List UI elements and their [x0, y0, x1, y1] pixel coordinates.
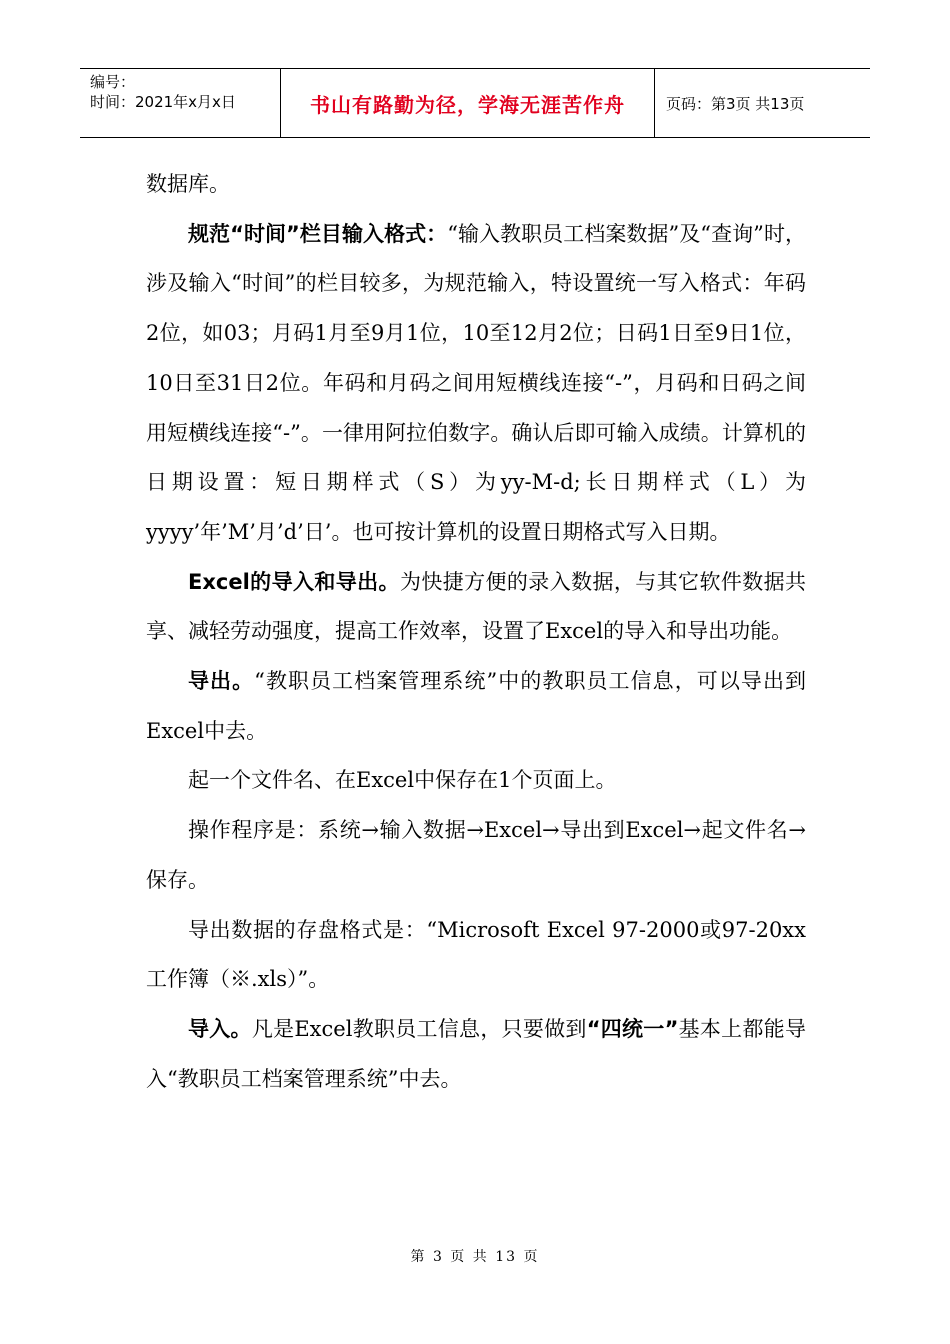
page-header: [80, 68, 870, 138]
paragraph-filename: 起一个文件名、在Excel中保存在1个页面上。: [188, 768, 617, 793]
page-footer: 第 3 页 共 13 页: [410, 1249, 540, 1265]
emphasis-four-unify: “四统一”: [586, 1016, 679, 1041]
text-excel-import-export: 为快捷方便的录入数据，与其它软件数据共享、减轻劳动强度，提高工作效率，设置了Excel的导入和导出功能。: [146, 569, 807, 644]
text-import-b: 基本上都能导入“教职员工档案管理系统”中去。: [146, 1016, 806, 1091]
paragraph-time-format: [146, 210, 806, 558]
document-body: [146, 160, 806, 1104]
paragraph-save-format: 导出数据的存盘格式是：“Microsoft Excel 97-2000或97-20xx工作簿（※.xls）”。: [146, 917, 806, 992]
paragraph-import: [146, 1005, 806, 1104]
text-import-a: 凡是Excel教职员工信息，只要做到: [251, 1016, 587, 1041]
header-motto: 书山有路勤为径，学海无涯苦作舟: [310, 92, 625, 117]
header-page-cell: [654, 69, 870, 137]
header-time-label: 时间：2021年x月x日: [90, 93, 236, 111]
header-number-label: 编号：: [90, 73, 136, 91]
heading-export: 导出。: [188, 669, 255, 694]
paragraph-procedure: 操作程序是：系统→输入数据→Excel→导出到Excel→起文件名→保存。: [146, 818, 806, 892]
paragraph-1: 数据库。: [146, 172, 230, 196]
header-motto-cell: [280, 69, 655, 137]
heading-excel-import-export: Excel的导入和导出。: [188, 569, 400, 594]
text-time-format: “输入教职员工档案数据”及“查询”时，涉及输入“时间”的栏目较多，为规范输入，特设置统一写入格式：年码2位，如03；月码1月至9月1位，10至12月2位；日码1日至9日1位，10日至31日2位。年码和月码之间用短横线连接“-”，月码和日码之间用短横线连接“-”。一律用阿拉伯数字。确认后即可输入成绩。计算机的日期设置：短日期样式（S）为yy-M-d;长日期样式（L）为yyyy’年’M’月’d’日’。也可按计算机的设置日期格式写入日期。: [146, 221, 806, 544]
header-left-cell: [80, 69, 280, 137]
paragraph-export: [146, 657, 806, 756]
paragraph-excel-import-export: [146, 558, 806, 657]
heading-import: 导入。: [188, 1016, 252, 1041]
heading-time-format: 规范“时间”栏目输入格式：: [188, 221, 448, 246]
header-page-label: 页码：第3页 共13页: [666, 94, 805, 113]
text-export: “教职员工档案管理系统”中的教职员工信息，可以导出到Excel中去。: [146, 669, 806, 743]
